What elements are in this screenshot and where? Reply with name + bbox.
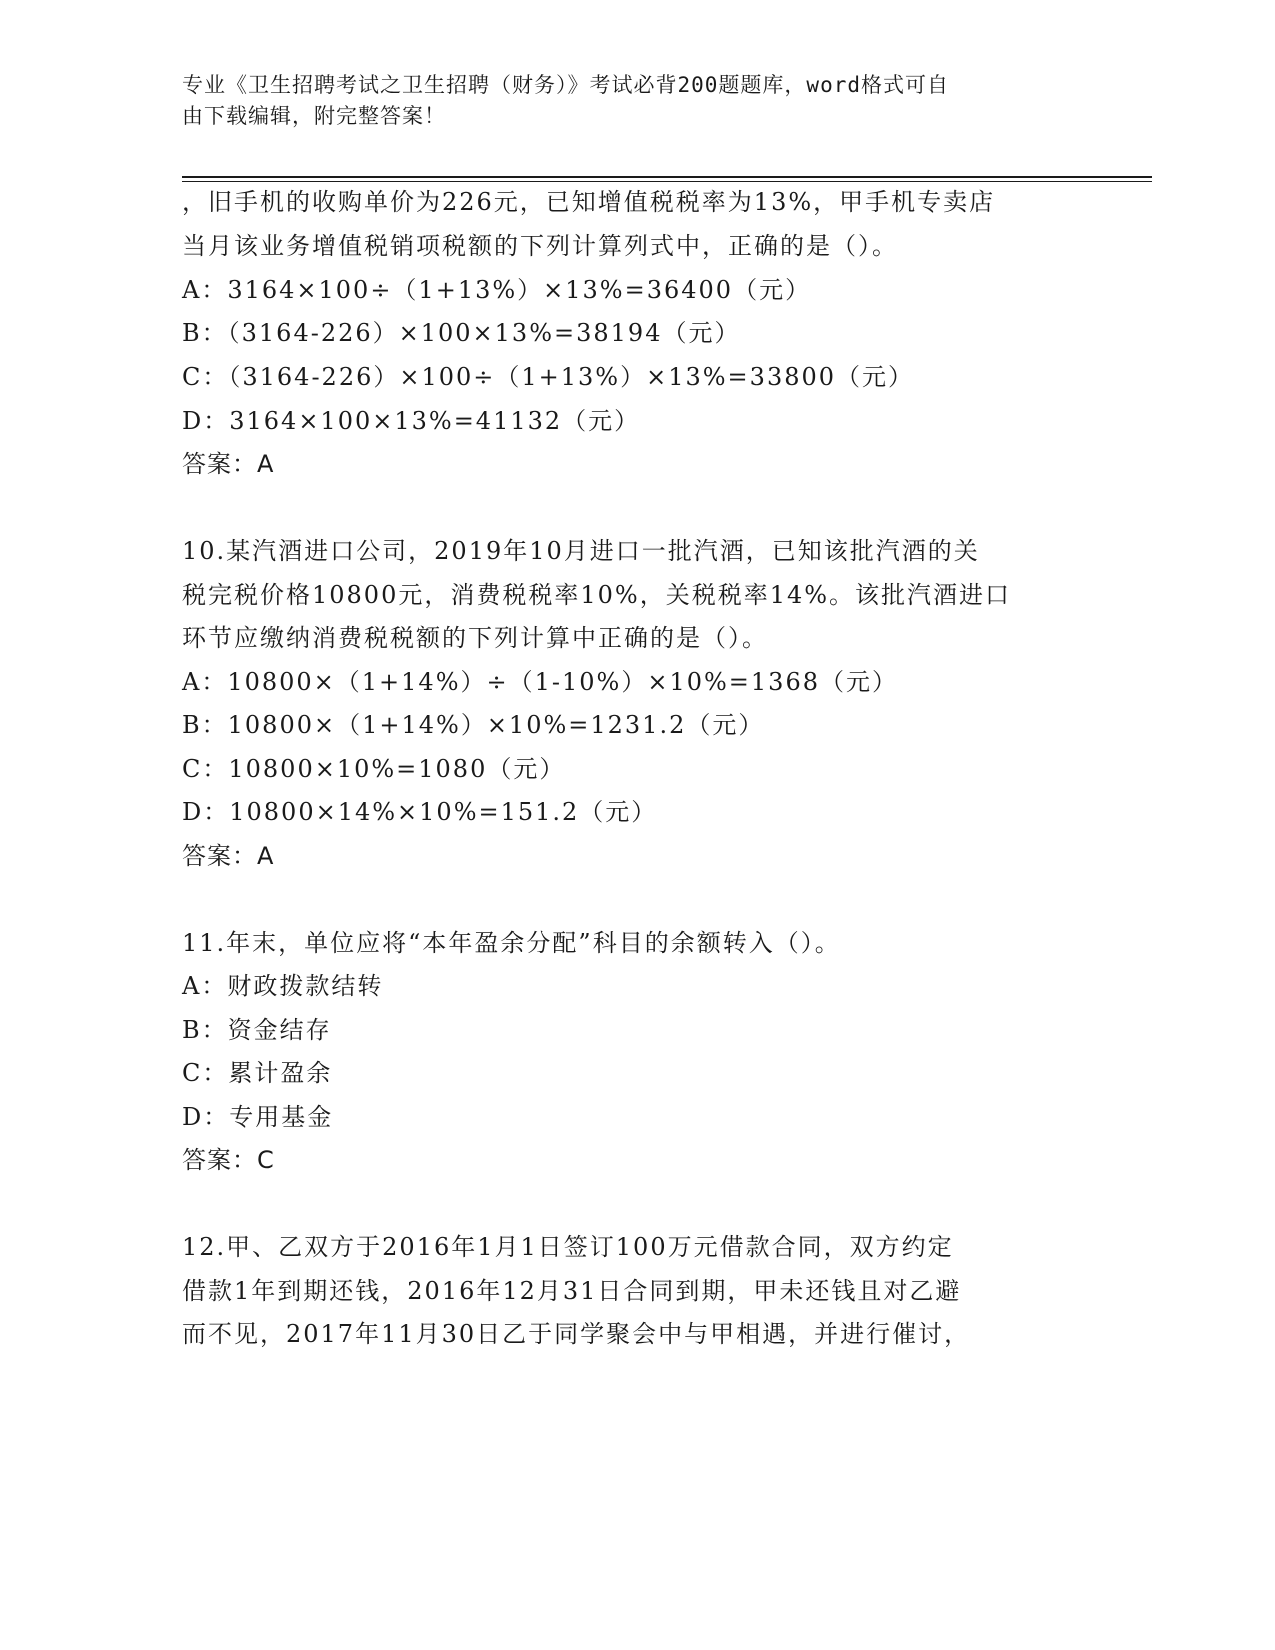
header-line-2: 由下载编辑，附完整答案！ <box>182 104 446 128</box>
q9-answer: 答案：A <box>182 450 275 478</box>
q11-answer: 答案：C <box>182 1146 275 1174</box>
q10-text-line-1: 10.某汽酒进口公司，2019年10月进口一批汽酒，已知该批汽酒的关 <box>182 537 980 565</box>
q11-option-b: B：资金结存 <box>182 1016 332 1044</box>
q11-option-d: D：专用基金 <box>182 1103 334 1131</box>
q9-option-d: D：3164×100×13%=41132（元） <box>182 407 641 435</box>
document-header <box>182 70 1062 132</box>
q12-text-line-3: 而不见，2017年11月30日乙于同学聚会中与甲相遇，并进行催讨， <box>182 1320 971 1348</box>
q12-text-line-2: 借款1年到期还钱，2016年12月31日合同到期，甲未还钱且对乙避 <box>182 1277 962 1305</box>
q9-option-a: A：3164×100÷（1+13%）×13%=36400（元） <box>182 276 812 304</box>
q12-text-line-1: 12.甲、乙双方于2016年1月1日签订100万元借款合同，双方约定 <box>182 1233 954 1261</box>
q10-answer: 答案：A <box>182 842 275 870</box>
q11-option-c: C：累计盈余 <box>182 1059 333 1087</box>
q9-option-c: C：（3164-226）×100÷（1+13%）×13%=33800（元） <box>182 363 915 391</box>
q10-text-line-2: 税完税价格10800元，消费税税率10%，关税税率14%。该批汽酒进口 <box>182 581 1012 609</box>
q9-text-line-2: 当月该业务增值税销项税额的下列计算列式中，正确的是（）。 <box>182 232 898 260</box>
q10-option-d: D：10800×14%×10%=151.2（元） <box>182 798 658 826</box>
q10-option-c: C：10800×10%=1080（元） <box>182 755 566 783</box>
header-line-1: 专业《卫生招聘考试之卫生招聘（财务）》考试必背200题题库，word格式可自 <box>182 73 949 97</box>
q10-option-a: A：10800×（1+14%）÷（1-10%）×10%=1368（元） <box>182 668 898 696</box>
q9-option-b: B：（3164-226）×100×13%=38194（元） <box>182 319 741 347</box>
q9-text-line-1: ，旧手机的收购单价为226元，已知增值税税率为13%，甲手机专卖店 <box>182 188 996 216</box>
header-divider-thick <box>182 176 1152 178</box>
header-divider-thin <box>182 181 1152 182</box>
q11-text-line-1: 11.年末，单位应将“本年盈余分配”科目的余额转入（）。 <box>182 929 841 957</box>
q10-text-line-3: 环节应缴纳消费税税额的下列计算中正确的是（）。 <box>182 624 768 652</box>
q11-option-a: A：财政拨款结转 <box>182 972 384 1000</box>
q10-option-b: B：10800×（1+14%）×10%=1231.2（元） <box>182 711 765 739</box>
